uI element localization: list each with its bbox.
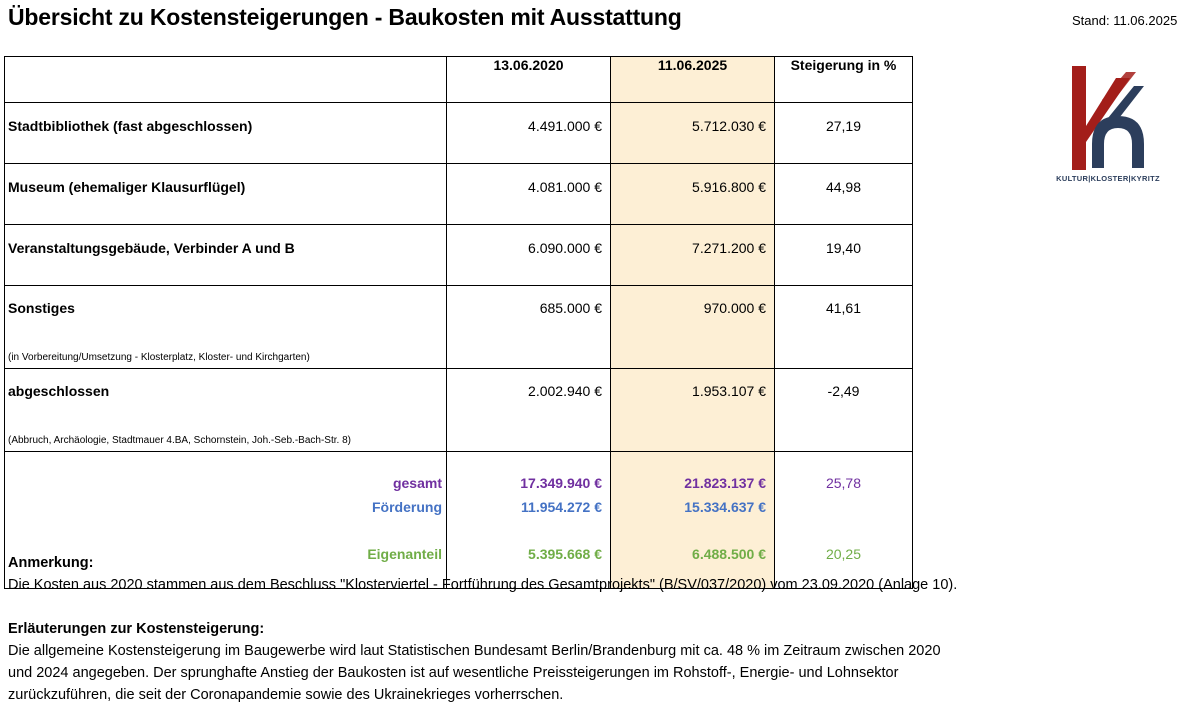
eigenanteil-2025: 6.488.500 € (692, 546, 766, 562)
row-label-cell (5, 369, 447, 452)
table-row (5, 369, 913, 452)
table-row (5, 103, 913, 164)
table-row (5, 225, 913, 286)
kloster-k-logo-icon (1052, 64, 1164, 172)
row-label: Stadtbibliothek (fast abgeschlossen) (5, 103, 447, 164)
logo-text: KULTUR|KLOSTER|KYRITZ (1056, 174, 1160, 183)
notes-section (8, 552, 957, 706)
value-2025: 5.712.030 € (611, 103, 775, 164)
value-2025: 7.271.200 € (611, 225, 775, 286)
value-pct: 44,98 (775, 164, 913, 225)
gesamt-2020: 17.349.940 € (520, 475, 602, 491)
table-row (5, 164, 913, 225)
foerderung-2020: 11.954.272 € (521, 499, 602, 515)
row-label: Veranstaltungsgebäude, Verbinder A und B (5, 225, 447, 286)
value-2020: 685.000 € (447, 286, 611, 369)
stand-date: Stand: 11.06.2025 (1072, 13, 1178, 28)
gesamt-pct: 25,78 (825, 475, 862, 491)
value-2025: 5.916.800 € (611, 164, 775, 225)
row-label: Sonstiges (8, 300, 75, 316)
row-note: (Abbruch, Archäologie, Stadtmauer 4.BA, Schornstein, Joh.-Seb.-Bach-Str. 8) (8, 435, 351, 446)
header-empty (5, 57, 447, 103)
value-pct: 41,61 (775, 286, 913, 369)
row-label-cell (5, 286, 447, 369)
value-pct: -2,49 (775, 369, 913, 452)
header-steigerung: Steigerung in % (775, 57, 913, 103)
value-2020: 2.002.940 € (447, 369, 611, 452)
gesamt-label: gesamt (392, 475, 442, 491)
value-2020: 4.491.000 € (447, 103, 611, 164)
anmerkung-heading: Anmerkung: (8, 555, 94, 571)
row-note: (in Vorbereitung/Umsetzung - Klosterplatz, Kloster- und Kirchgarten) (8, 352, 310, 363)
eigenanteil-pct: 20,25 (825, 546, 862, 562)
anmerkung-text: Die Kosten aus 2020 stammen aus dem Beschluss "Klosterviertel - Fortführung des Gesamtprojekts" (B/SV/037/2020) vom 23.09.2020 (Anlage 10). (8, 577, 958, 593)
row-label: Museum (ehemaliger Klausurflügel) (5, 164, 447, 225)
foerderung-label: Förderung (372, 499, 442, 515)
erlaeuterung-line: Die allgemeine Kostensteigerung im Baugewerbe wird laut Statistischen Bundesamt Berlin/Brandenburg mit ca. 48 % im Zeitraum zwischen 2020 (8, 643, 941, 659)
erlaeuterung-heading: Erläuterungen zur Kostensteigerung: (8, 621, 265, 637)
cost-table (4, 56, 913, 589)
eigenanteil-2020: 5.395.668 € (528, 546, 602, 562)
page-title: Übersicht zu Kostensteigerungen - Baukosten mit Ausstattung (8, 4, 682, 30)
value-2025: 1.953.107 € (611, 369, 775, 452)
erlaeuterung-line: und 2024 angegeben. Der sprunghafte Anstieg der Baukosten ist auf wesentliche Preissteigerungen im Rohstoff-, Energie- und Lohnsektor (8, 665, 899, 681)
value-2020: 6.090.000 € (447, 225, 611, 286)
table-row (5, 286, 913, 369)
kultur-kloster-kyritz-logo (1052, 64, 1164, 186)
row-label: abgeschlossen (8, 383, 110, 399)
foerderung-2025: 15.334.637 € (684, 499, 766, 515)
eigenanteil-label: Eigenanteil (367, 546, 442, 562)
header-2020: 13.06.2020 (447, 57, 611, 103)
gesamt-2025: 21.823.137 € (684, 475, 766, 491)
value-2025: 970.000 € (611, 286, 775, 369)
header-2025: 11.06.2025 (611, 57, 775, 103)
value-pct: 27,19 (775, 103, 913, 164)
value-pct: 19,40 (775, 225, 913, 286)
table-header-row (5, 57, 913, 103)
value-2020: 4.081.000 € (447, 164, 611, 225)
erlaeuterung-line: zurückzuführen, die seit der Coronapandemie sowie des Ukrainekrieges vorherrschen. (8, 687, 564, 703)
